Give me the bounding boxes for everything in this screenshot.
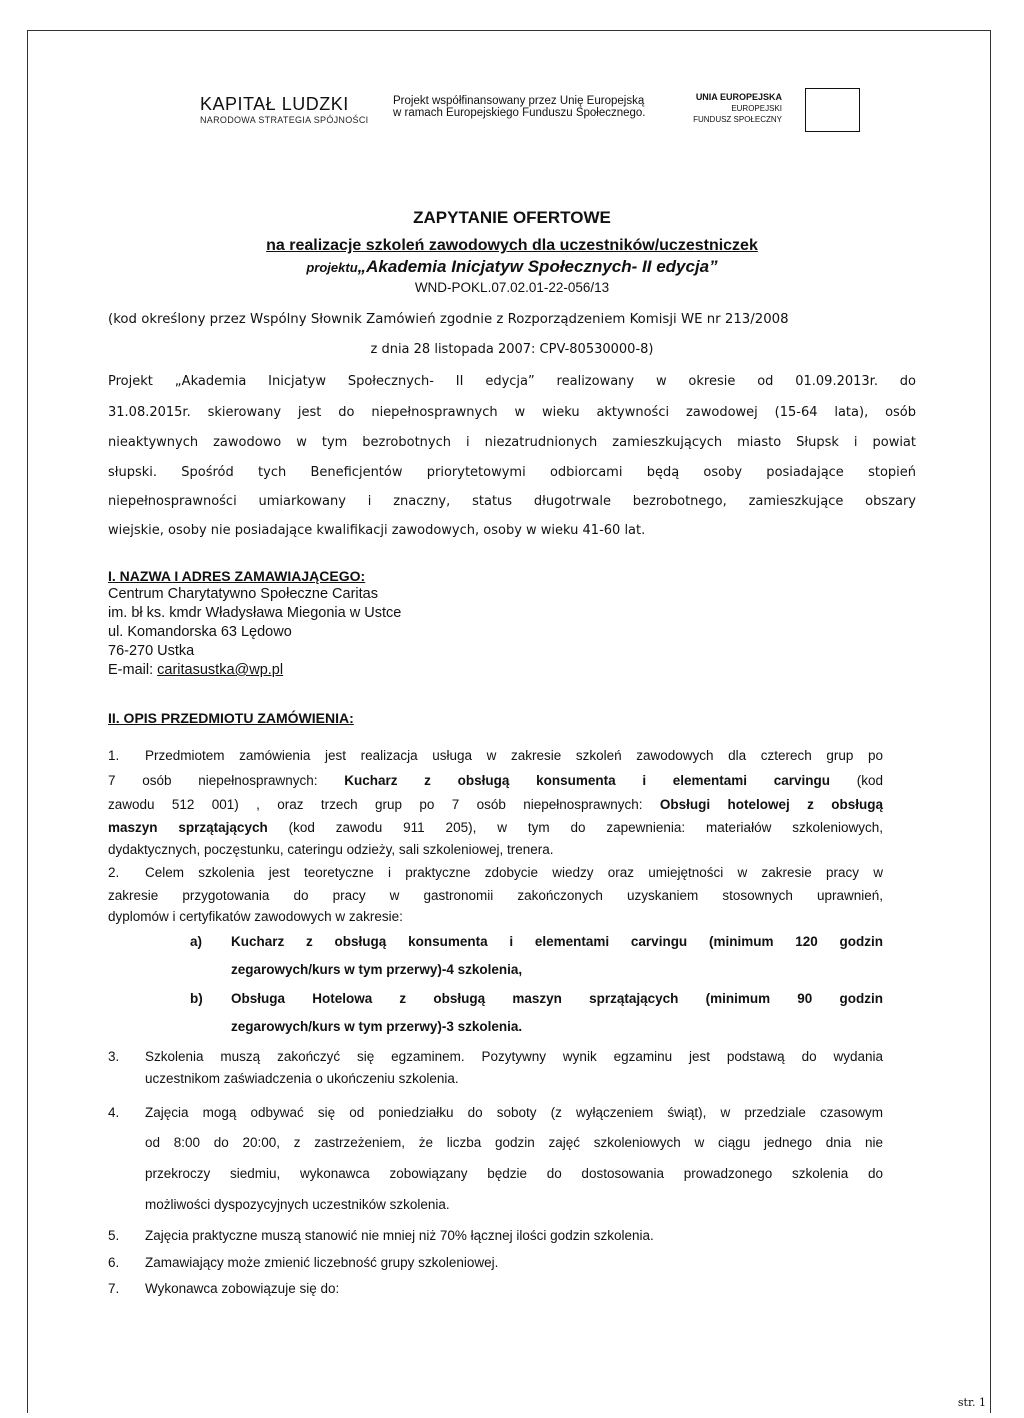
cofin-line-1: Projekt współfinansowany przez Unię Europejską bbox=[393, 95, 645, 107]
logo-title: KAPITAŁ LUDZKI bbox=[200, 94, 349, 114]
list-item-3-line: uczestnikom zaświadczenia o ukończeniu szkolenia. bbox=[145, 1071, 459, 1086]
project-prefix: projektu bbox=[306, 260, 358, 275]
list-item-4-line: przekroczy siedmiu, wykonawca zobowiązany będzie do dostosowania prowadzonego szkolenia do bbox=[145, 1166, 883, 1181]
list-number: 6. bbox=[108, 1255, 120, 1270]
cpv-line-1: (kod określony przez Wspólny Słownik Zamówień zgodnie z Rozporządzeniem Komisji WE nr 213/2008 bbox=[108, 312, 789, 327]
list-number: 5. bbox=[108, 1228, 120, 1243]
list-number: 1. bbox=[108, 748, 120, 763]
document-header bbox=[0, 0, 1024, 140]
list-item-4-line: Zajęcia mogą odbywać się od poniedziałku do soboty (z wyłączeniem świąt), w przedziale czasowym bbox=[145, 1105, 883, 1120]
address-line: im. bł ks. kmdr Władysława Miegonia w Ustce bbox=[108, 605, 402, 621]
cofinancing-note bbox=[393, 95, 646, 119]
contracting-party-address bbox=[108, 585, 401, 680]
list-number: 2. bbox=[108, 865, 120, 880]
document-title: ZAPYTANIE OFERTOWE bbox=[413, 208, 611, 227]
intro-line: wiejskie, osoby nie posiadające kwalifikacji zawodowych, osoby w wieku 41-60 lat. bbox=[108, 523, 646, 538]
intro-line: niepełnosprawności umiarkowany i znaczny, status długotrwale bezrobotnego, zamieszkujące obszary bbox=[108, 494, 916, 509]
email-label: E-mail: bbox=[108, 662, 158, 678]
sub-item-b-line: zegarowych/kurs w tym przerwy)-3 szkolenia. bbox=[231, 1019, 523, 1034]
list-item-4-line: możliwości dyspozycyjnych uczestników szkolenia. bbox=[145, 1197, 450, 1212]
sub-item-a-line: zegarowych/kurs w tym przerwy)-4 szkolenia, bbox=[231, 962, 523, 977]
eu-line-2: EUROPEJSKI bbox=[731, 104, 782, 113]
sub-item-label: b) bbox=[190, 991, 203, 1006]
list-item-2-line: Celem szkolenia jest teoretyczne i praktyczne zdobycie wiedzy oraz umiejętności w zakresie pracy w bbox=[145, 865, 883, 880]
email-link[interactable]: caritasustka@wp.pl bbox=[157, 662, 284, 678]
page-number: str. 1 bbox=[957, 1396, 986, 1409]
list-number: 4. bbox=[108, 1105, 120, 1120]
eu-flag-icon bbox=[805, 88, 860, 132]
eu-line-1: UNIA EUROPEJSKA bbox=[695, 92, 782, 102]
project-name-line bbox=[0, 257, 1024, 277]
section-1-heading: I. NAZWA I ADRES ZAMAWIAJĄCEGO: bbox=[108, 568, 366, 584]
project-name: „Akademia Inicjatyw Społecznych- II edycja” bbox=[357, 257, 718, 276]
list-item-1-line: maszyn sprzątających (kod zawodu 911 205), w tym do zapewnienia: materiałów szkoleniowych, bbox=[108, 820, 883, 835]
kapital-ludzki-logo bbox=[200, 95, 368, 125]
list-item-1-line: dydaktycznych, poczęstunku, cateringu odzieży, sali szkoleniowej, trenera. bbox=[108, 842, 554, 857]
cpv-line-2: z dnia 28 listopada 2007: CPV-80530000-8) bbox=[370, 342, 654, 357]
list-item-1-line: zawodu 512 001) , oraz trzech grup po 7 osób niepełnosprawnych: Obsługi hotelowej z obsługą bbox=[108, 797, 883, 812]
list-item-1-line: Przedmiotem zamówienia jest realizacja usługa w zakresie szkoleń zawodowych dla czterech grup po bbox=[145, 748, 883, 763]
intro-line: 31.08.2015r. skierowany jest do niepełnosprawnych w wieku aktywności zawodowej (15-64 lata), osób bbox=[108, 405, 916, 420]
list-item-3-line: Szkolenia muszą zakończyć się egzaminem. Pozytywny wynik egzaminu jest podstawą do wydania bbox=[145, 1049, 883, 1064]
cofin-line-2: w ramach Europejskiego Funduszu Społecznego. bbox=[393, 107, 646, 119]
address-line: 76-270 Ustka bbox=[108, 643, 195, 659]
list-item-2-line: dyplomów i certyfikatów zawodowych w zakresie: bbox=[108, 909, 403, 924]
list-item-7-line: Wykonawca zobowiązuje się do: bbox=[145, 1281, 340, 1296]
address-line: Centrum Charytatywno Społeczne Caritas bbox=[108, 586, 378, 602]
sub-item-b-line: Obsługa Hotelowa z obsługą maszyn sprzątających (minimum 90 godzin bbox=[231, 991, 883, 1006]
eu-line-3: FUNDUSZ SPOŁECZNY bbox=[693, 115, 782, 124]
list-item-1-line: 7 osób niepełnosprawnych: Kucharz z obsługą konsumenta i elementami carvingu (kod bbox=[108, 773, 883, 788]
intro-line: Projekt „Akademia Inicjatyw Społecznych- II edycja” realizowany w okresie od 01.09.2013r. do bbox=[108, 374, 916, 389]
list-item-2-line: zakresie przygotowania do pracy w gastronomii zakończonych uzyskaniem stosownych uprawnień, bbox=[108, 888, 883, 903]
list-item-6-line: Zamawiający może zmienić liczebność grupy szkoleniowej. bbox=[145, 1255, 499, 1270]
list-number: 3. bbox=[108, 1049, 120, 1064]
intro-line: nieaktywnych zawodowo w tym bezrobotnych i niezatrudnionych zamieszkujących miasto Słupsk i powiat bbox=[108, 435, 916, 450]
document-subtitle: na realizacje szkoleń zawodowych dla uczestników/uczestniczek bbox=[266, 237, 758, 254]
logo-subtitle: NARODOWA STRATEGIA SPÓJNOŚCI bbox=[200, 115, 369, 125]
eu-fund-label bbox=[693, 92, 782, 125]
list-item-5-line: Zajęcia praktyczne muszą stanowić nie mniej niż 70% łącznej ilości godzin szkolenia. bbox=[145, 1228, 654, 1243]
sub-item-a-line: Kucharz z obsługą konsumenta i elementami carvingu (minimum 120 godzin bbox=[231, 934, 883, 949]
project-code: WND-POKL.07.02.01-22-056/13 bbox=[414, 280, 610, 295]
address-line: ul. Komandorska 63 Lędowo bbox=[108, 624, 292, 640]
list-item-4-line: od 8:00 do 20:00, z zastrzeżeniem, że liczba godzin zajęć szkoleniowych w ciągu jednego dnia nie bbox=[145, 1135, 883, 1150]
section-2-heading: II. OPIS PRZEDMIOTU ZAMÓWIENIA: bbox=[108, 710, 354, 726]
intro-line: słupski. Spośród tych Beneficjentów priorytetowymi odbiorcami będą osoby posiadające stopień bbox=[108, 465, 916, 480]
email-line bbox=[108, 661, 401, 680]
sub-item-label: a) bbox=[190, 934, 203, 949]
list-number: 7. bbox=[108, 1281, 120, 1296]
